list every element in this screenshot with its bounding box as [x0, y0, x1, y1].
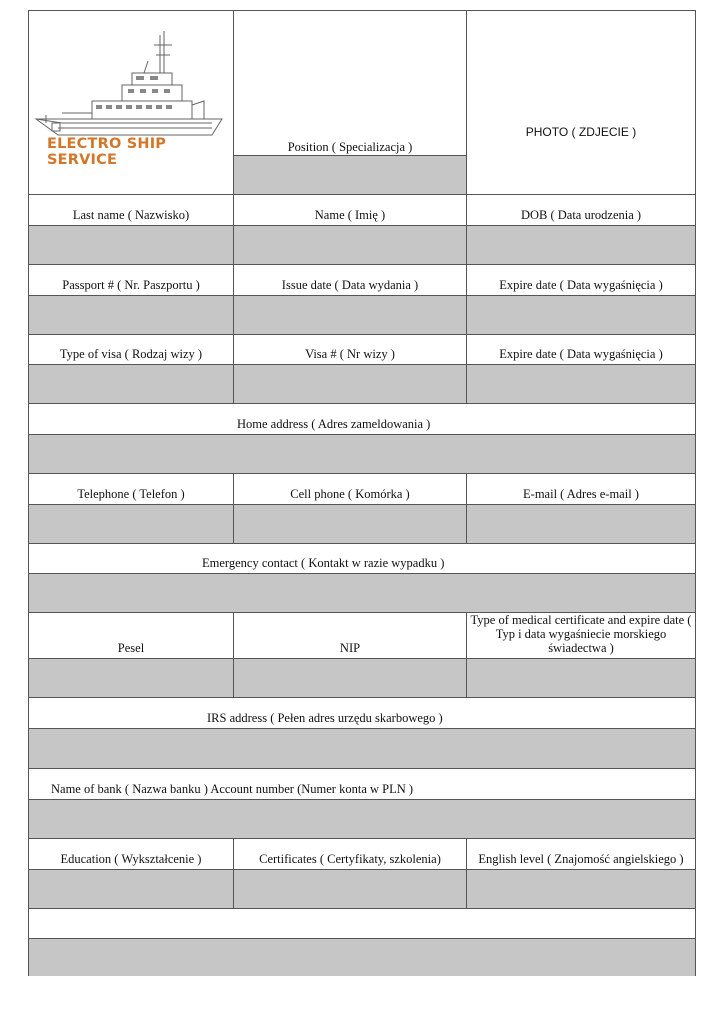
visa-number-field[interactable]	[234, 365, 467, 404]
company-logo-text: ELECTRO SHIP SERVICE	[47, 136, 167, 168]
issue-date-label: Issue date ( Data wydania )	[234, 265, 467, 296]
application-form	[28, 10, 696, 976]
bank-label-row	[29, 769, 695, 800]
emergency-field-row	[29, 574, 695, 613]
passport-labels-row	[29, 265, 695, 296]
extra-label	[29, 909, 695, 939]
english-level-field[interactable]	[467, 870, 695, 909]
medical-certificate-label: Type of medical certificate and expire date ( Typ i data wygaśniecie morskiego świadectwa )	[467, 613, 695, 659]
bank-account-field[interactable]	[29, 800, 695, 839]
medical-certificate-field[interactable]	[467, 659, 695, 698]
education-label: Education ( Wykształcenie )	[29, 839, 234, 870]
issue-date-field[interactable]	[234, 296, 467, 335]
contact-labels-row	[29, 474, 695, 505]
logo-cell	[29, 11, 234, 195]
cell-phone-field[interactable]	[234, 505, 467, 544]
visa-fields-row	[29, 365, 695, 404]
certificates-field[interactable]	[234, 870, 467, 909]
visa-labels-row	[29, 335, 695, 365]
pesel-label: Pesel	[29, 613, 234, 659]
home-address-field-row	[29, 435, 695, 474]
photo-cell[interactable]	[467, 11, 695, 195]
passport-expire-label: Expire date ( Data wygaśnięcia )	[467, 265, 695, 296]
email-field[interactable]	[467, 505, 695, 544]
home-address-field[interactable]	[29, 435, 695, 474]
education-fields-row	[29, 870, 695, 909]
visa-expire-field[interactable]	[467, 365, 695, 404]
position-field[interactable]	[234, 156, 466, 194]
irs-address-field[interactable]	[29, 729, 695, 769]
passport-expire-field[interactable]	[467, 296, 695, 335]
name-field[interactable]	[234, 226, 467, 265]
visa-expire-label: Expire date ( Data wygaśnięcia )	[467, 335, 695, 365]
last-name-field[interactable]	[29, 226, 234, 265]
visa-number-label: Visa # ( Nr wizy )	[234, 335, 467, 365]
telephone-label: Telephone ( Telefon )	[29, 474, 234, 505]
irs-address-label: IRS address ( Pełen adres urzędu skarbowego )	[29, 698, 695, 729]
nip-label: NIP	[234, 613, 467, 659]
emergency-contact-label: Emergency contact ( Kontakt w razie wypadku )	[29, 544, 695, 574]
passport-number-label: Passport # ( Nr. Paszportu )	[29, 265, 234, 296]
extra-field[interactable]	[29, 939, 695, 976]
dob-label: DOB ( Data urodzenia )	[467, 195, 695, 226]
visa-type-label: Type of visa ( Rodzaj wizy )	[29, 335, 234, 365]
ids-fields-row	[29, 659, 695, 698]
name-label: Name ( Imię )	[234, 195, 467, 226]
irs-label-row	[29, 698, 695, 729]
education-field[interactable]	[29, 870, 234, 909]
personal-labels-row	[29, 195, 695, 226]
cell-phone-label: Cell phone ( Komórka )	[234, 474, 467, 505]
extra-label-row	[29, 909, 695, 939]
bank-field-row	[29, 800, 695, 839]
email-label: E-mail ( Adres e-mail )	[467, 474, 695, 505]
ship-icon	[32, 23, 232, 143]
contact-fields-row	[29, 505, 695, 544]
photo-label: PHOTO ( ZDJECIE )	[525, 125, 637, 139]
home-address-label: Home address ( Adres zameldowania )	[29, 404, 695, 435]
education-labels-row	[29, 839, 695, 870]
personal-fields-row	[29, 226, 695, 265]
certificates-label: Certificates ( Certyfikaty, szkolenia)	[234, 839, 467, 870]
pesel-field[interactable]	[29, 659, 234, 698]
ids-labels-row	[29, 613, 695, 659]
passport-number-field[interactable]	[29, 296, 234, 335]
position-cell	[234, 11, 467, 195]
home-address-label-row	[29, 404, 695, 435]
passport-fields-row	[29, 296, 695, 335]
bank-account-label: Name of bank ( Nazwa banku ) Account number (Numer konta w PLN )	[29, 769, 695, 800]
extra-field-row	[29, 939, 695, 976]
nip-field[interactable]	[234, 659, 467, 698]
emergency-label-row	[29, 544, 695, 574]
last-name-label: Last name ( Nazwisko)	[29, 195, 234, 226]
english-level-label: English level ( Znajomość angielskiego )	[467, 839, 695, 870]
irs-field-row	[29, 729, 695, 769]
position-label: Position ( Specializacja )	[234, 11, 466, 156]
visa-type-field[interactable]	[29, 365, 234, 404]
dob-field[interactable]	[467, 226, 695, 265]
telephone-field[interactable]	[29, 505, 234, 544]
emergency-contact-field[interactable]	[29, 574, 695, 613]
